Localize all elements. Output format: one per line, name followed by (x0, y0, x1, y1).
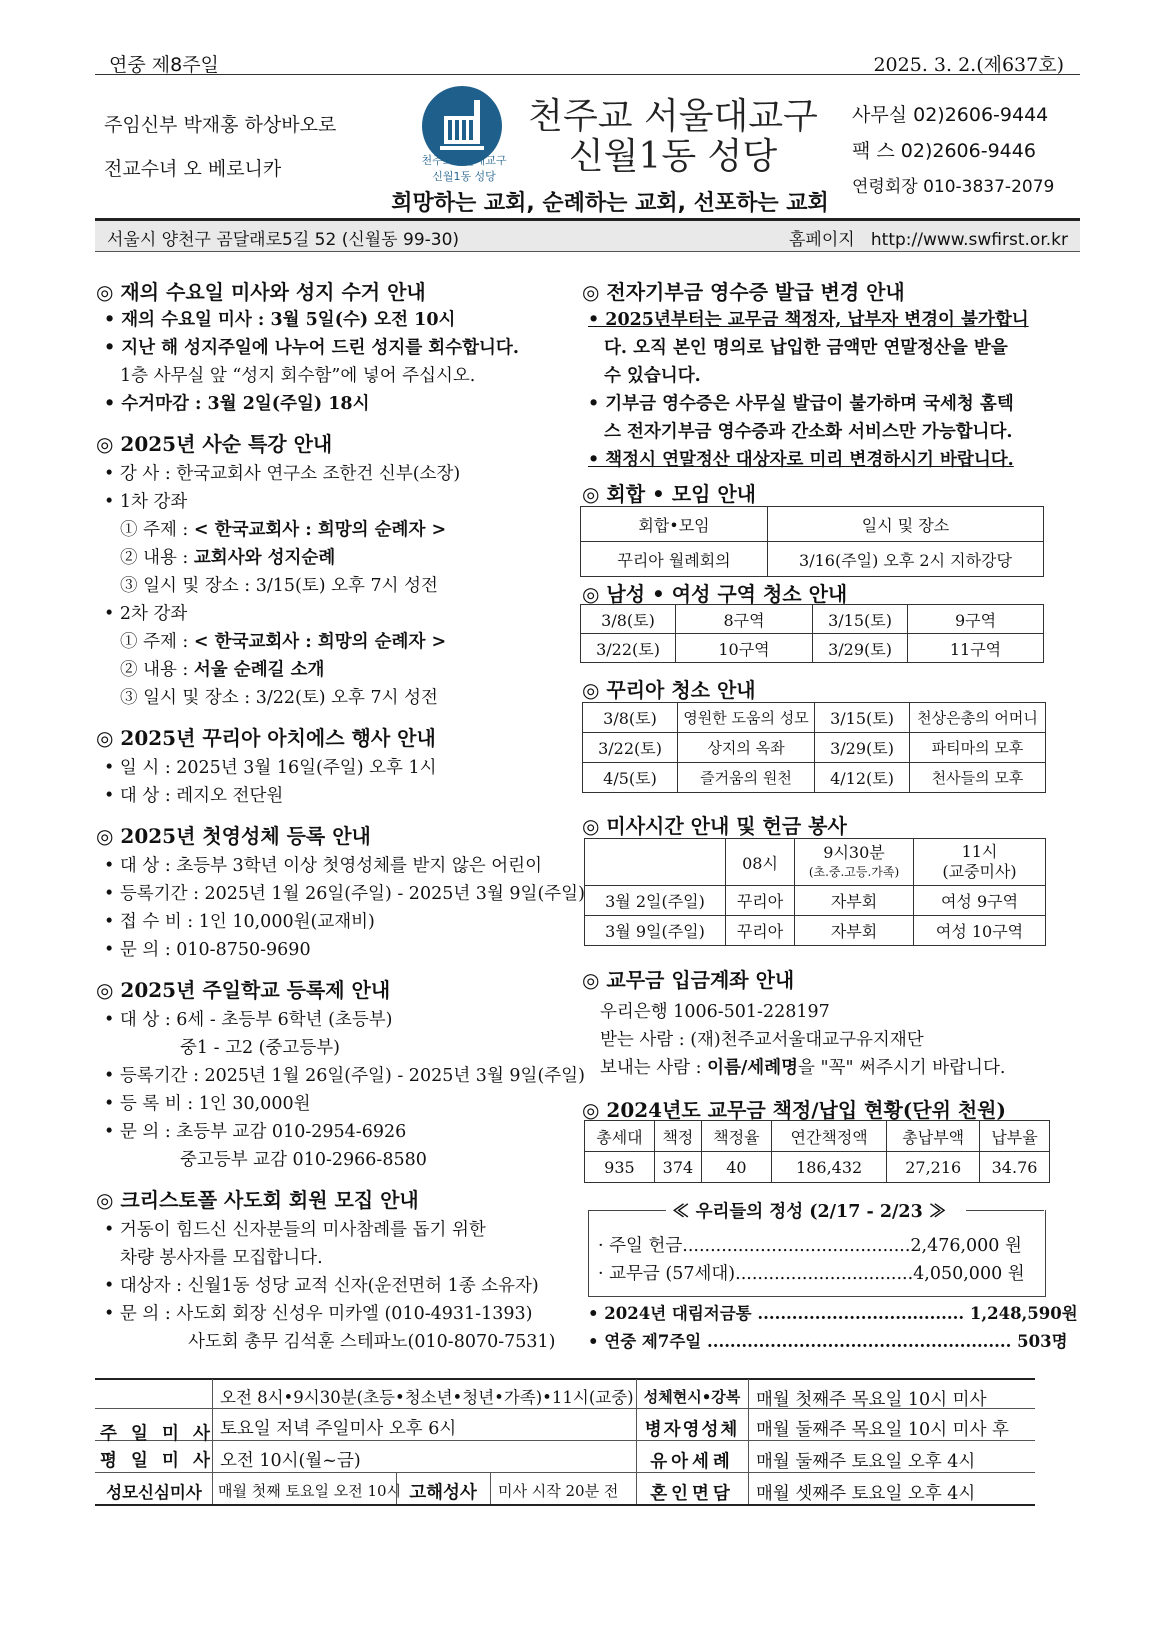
account-bank: 우리은행 1006-501-228197 (600, 1002, 830, 1022)
rcpt-line1: • 2025년부터는 교무금 책정자, 납부자 변경이 불가합니 (588, 310, 1029, 330)
sister-name: 전교수녀 오 베로니카 (104, 158, 282, 180)
sunday-mass-label: 주 일 미 사 (100, 1424, 214, 1444)
lent-line3: ① 주제 : < 한국교회사 : 희망의 순례자 > (120, 520, 447, 540)
homepage-link[interactable]: http://www.swfirst.or.kr (870, 230, 1068, 250)
mass-0930-header: 9시30분 (초.중.고등.가족) (795, 839, 914, 886)
confession-time: 미사 시작 20분 전 (498, 1482, 619, 1500)
ash-wed-line3: 1층 사무실 앞 “성지 회수함”에 넣어 주십시오. (120, 366, 476, 386)
fc-line3: • 접 수 비 : 1인 10,000원(교재비) (104, 912, 375, 932)
issue-date: 2025. 3. 2.(제637호) (873, 54, 1064, 76)
chr-line3: • 대상자 : 신월1동 성당 교적 신자(운전면허 1종 소유자) (104, 1276, 539, 1296)
table-row: 3/22(토) 10구역 3/29(토) 11구역 (581, 634, 1044, 663)
adoration-time: 매월 첫째주 목요일 10시 미사 (756, 1390, 987, 1410)
pastor-name: 주임신부 박재홍 하상바오로 (104, 114, 337, 136)
infant-baptism-label: 유아세례 (650, 1452, 734, 1472)
rcpt-line4: • 기부금 영수증은 사무실 발급이 불가하며 국세청 홈텍 (588, 394, 1014, 414)
acies-title: ◎ 2025년 꾸리아 아치에스 행사 안내 (96, 726, 436, 750)
table-row: 3/22(토) 상지의 옥좌 3/29(토) 파티마의 모후 (583, 733, 1046, 763)
ash-wednesday-title: ◎ 재의 수요일 미사와 성지 수거 안내 (96, 280, 426, 304)
meeting-header-group: 회합•모임 (581, 507, 768, 542)
attendance: • 연중 제7주일 ..................................................... 503명 (588, 1332, 1068, 1351)
rcpt-line6: • 책정시 연말정산 대상자로 미리 변경하시기 바랍니다. (588, 450, 1014, 470)
offering-dues: · 교무금 (57세대)................................4,050,000 원 (598, 1264, 1025, 1284)
fc-line2: • 등록기간 : 2025년 1월 26일(주일) - 2025년 3월 9일(주일) (104, 884, 585, 904)
lent-lecture-title: ◎ 2025년 사순 특강 안내 (96, 432, 333, 456)
mass-08-header: 08시 (726, 839, 795, 886)
chr-line2: 차량 봉사자를 모집합니다. (120, 1248, 323, 1268)
table-row: 4/5(토) 즐거움의 원천 4/12(토) 천사들의 모후 (583, 763, 1046, 793)
curia-cleaning-title: ◎ 꾸리아 청소 안내 (582, 678, 756, 702)
mass-offering-title: ◎ 미사시간 안내 및 헌금 봉사 (582, 814, 847, 838)
curia-cleaning-table (582, 702, 1046, 793)
adoration-label: 성체현시•강복 (643, 1388, 741, 1406)
dues-status-table: 총세대 책정 책정율 연간책정액 총납부액 납부율 935 374 40 186,432 27,216 34.76 (584, 1120, 1050, 1183)
lent-line9: ③ 일시 및 장소 : 3/22(토) 오후 7시 성전 (120, 688, 438, 708)
meeting-time: 3/16(주일) 오후 2시 지하강당 (768, 542, 1044, 577)
sick-communion-time: 매월 둘째주 목요일 10시 미사 후 (756, 1420, 1009, 1440)
christopher-title: ◎ 크리스토폴 사도회 회원 모집 안내 (96, 1188, 419, 1212)
lent-line4: ② 내용 : 교회사와 성지순례 (120, 548, 336, 568)
sunday-mass-times: 오전 8시•9시30분(초등•청소년•청년•가족)•11시(교중) (220, 1388, 634, 1407)
chr-line1: • 거동이 힘드신 신자분들의 미사참례를 돕기 위한 (104, 1220, 486, 1240)
homepage-label: 홈페이지 (788, 230, 855, 250)
account-sender: 보내는 사람 : 이름/세례명을 "꼭" 써주시기 바랍니다. (600, 1058, 1006, 1078)
offering-title: ≪ 우리들의 정성 (2/17 - 2/23 ≫ (672, 1202, 947, 1222)
issue-header (95, 50, 1080, 75)
meeting-header-time: 일시 및 장소 (768, 507, 1044, 542)
saturday-evening-mass: 토요일 저녁 주일미사 오후 6시 (220, 1419, 457, 1439)
motto: 희망하는 교회, 순례하는 교회, 선포하는 교회 (391, 191, 829, 216)
rcpt-line3: 수 있습니다. (604, 366, 701, 386)
district-cleaning-table (580, 604, 1044, 663)
lent-line8: ② 내용 : 서울 순례길 소개 (120, 660, 325, 680)
weekday-mass-label: 평 일 미 사 (100, 1451, 214, 1471)
chr-line5: 사도회 총무 김석훈 스테파노(010-8070-7531) (188, 1332, 556, 1352)
account-title: ◎ 교무금 입금계좌 안내 (582, 968, 795, 992)
ss-line3: • 등록기간 : 2025년 1월 26일(주일) - 2025년 3월 9일(주일) (104, 1066, 585, 1086)
account-receiver: 받는 사람 : (재)천주교서울대교구유지재단 (600, 1030, 924, 1050)
confession-label: 고해성사 (409, 1483, 477, 1503)
homepage (789, 225, 1068, 250)
first-communion-title: ◎ 2025년 첫영성체 등록 안내 (96, 824, 371, 848)
table-row: 3/8(토) 8구역 3/15(토) 9구역 (581, 605, 1044, 634)
table-row: 3월 9일(주일) 꾸리아 자부회 여성 10구역 (585, 916, 1046, 946)
ss-line5: • 문 의 : 초등부 교감 010-2954-6926 (104, 1122, 407, 1142)
lent-line5: ③ 일시 및 장소 : 3/15(토) 오후 7시 성전 (120, 576, 438, 596)
marriage-interview-label: 혼인면담 (650, 1484, 734, 1504)
offering-sunday: · 주일 헌금.........................................2,476,000 원 (598, 1236, 1022, 1256)
fc-line1: • 대 상 : 초등부 3학년 이상 첫영성체를 받지 않은 어린이 (104, 856, 542, 876)
ss-line4: • 등 록 비 : 1인 30,000원 (104, 1094, 311, 1114)
marian-mass-time: 매월 첫째 토요일 오전 10시 (218, 1482, 402, 1500)
marriage-interview-time: 매월 셋째주 토요일 오후 4시 (756, 1484, 976, 1504)
church-name-line2: 신월1동 성당 (568, 136, 778, 177)
meeting-table (580, 506, 1044, 577)
weekday-mass-time: 오전 10시(월~금) (220, 1451, 361, 1471)
table-row: 3/8(토) 영원한 도움의 성모 3/15(토) 천상은총의 어머니 (583, 703, 1046, 733)
infant-baptism-time: 매월 둘째주 토요일 오후 4시 (756, 1452, 976, 1472)
fax-number: 팩 스 02)2606-9446 (852, 140, 1036, 162)
address-bar (95, 221, 1080, 252)
rcpt-line5: 스 전자기부금 영수증과 간소화 서비스만 가능합니다. (604, 422, 1013, 442)
advent-bank: • 2024년 대림저금통 .................................... 1,248,590원 (588, 1304, 1078, 1323)
chr-line4: • 문 의 : 사도회 회장 신성우 미카엘 (010-4931-1393) (104, 1304, 533, 1324)
district-cleaning-title: ◎ 남성 • 여성 구역 청소 안내 (582, 582, 848, 606)
season-label: 연중 제8주일 (109, 54, 219, 76)
address: 서울시 양천구 곰달래로5길 52 (신월동 99-30) (107, 230, 460, 250)
mass-offering-table (584, 838, 1046, 946)
ss-line2: 중1 - 고2 (중고등부) (180, 1038, 340, 1058)
acies-line2: • 대 상 : 레지오 전단원 (104, 786, 284, 806)
lent-line7: ① 주제 : < 한국교회사 : 희망의 순례자 > (120, 632, 447, 652)
rcpt-line2: 다. 오직 본인 명의로 납입한 금액만 연말정산을 받을 (604, 338, 1008, 358)
lent-line1: • 강 사 : 한국교회사 연구소 조한건 신부(소장) (104, 464, 461, 484)
lent-line6: • 2차 강좌 (104, 604, 188, 624)
logo-caption: 천주교서울대교구 신월1동 성당 (421, 154, 507, 183)
ss-line6: 중고등부 교감 010-2966-8580 (180, 1150, 427, 1170)
lent-line2: • 1차 강좌 (104, 492, 188, 512)
ss-line1: • 대 상 : 6세 - 초등부 6학년 (초등부) (104, 1010, 393, 1030)
ash-wed-line2: • 지난 해 성지주일에 나누어 드린 성지를 회수합니다. (104, 338, 519, 358)
office-phone: 사무실 02)2606-9444 (852, 104, 1049, 126)
meeting-title: ◎ 회합 • 모임 안내 (582, 482, 757, 506)
ash-wed-line4: • 수거마감 : 3월 2일(주일) 18시 (104, 394, 370, 414)
council-phone: 연령회장 010-3837-2079 (852, 177, 1055, 197)
dues-status-title: ◎ 2024년도 교무금 책정/납입 현황(단위 천원) (582, 1098, 1006, 1122)
mass-11-header: 11시 (교중미사) (914, 839, 1046, 886)
receipt-title: ◎ 전자기부금 영수증 발급 변경 안내 (582, 280, 905, 304)
fc-line4: • 문 의 : 010-8750-9690 (104, 940, 311, 960)
acies-line1: • 일 시 : 2025년 3월 16일(주일) 오후 1시 (104, 758, 437, 778)
table-row: 3월 2일(주일) 꾸리아 자부회 여성 9구역 (585, 886, 1046, 916)
meeting-group: 꾸리아 월례회의 (581, 542, 768, 577)
ash-wed-line1: • 재의 수요일 미사 : 3월 5일(수) 오전 10시 (104, 310, 456, 330)
marian-mass-label: 성모신심미사 (106, 1483, 202, 1502)
church-name-line1: 천주교 서울대교구 (528, 96, 818, 137)
sick-communion-label: 병자영성체 (644, 1420, 740, 1440)
sunday-school-title: ◎ 2025년 주일학교 등록제 안내 (96, 978, 391, 1002)
